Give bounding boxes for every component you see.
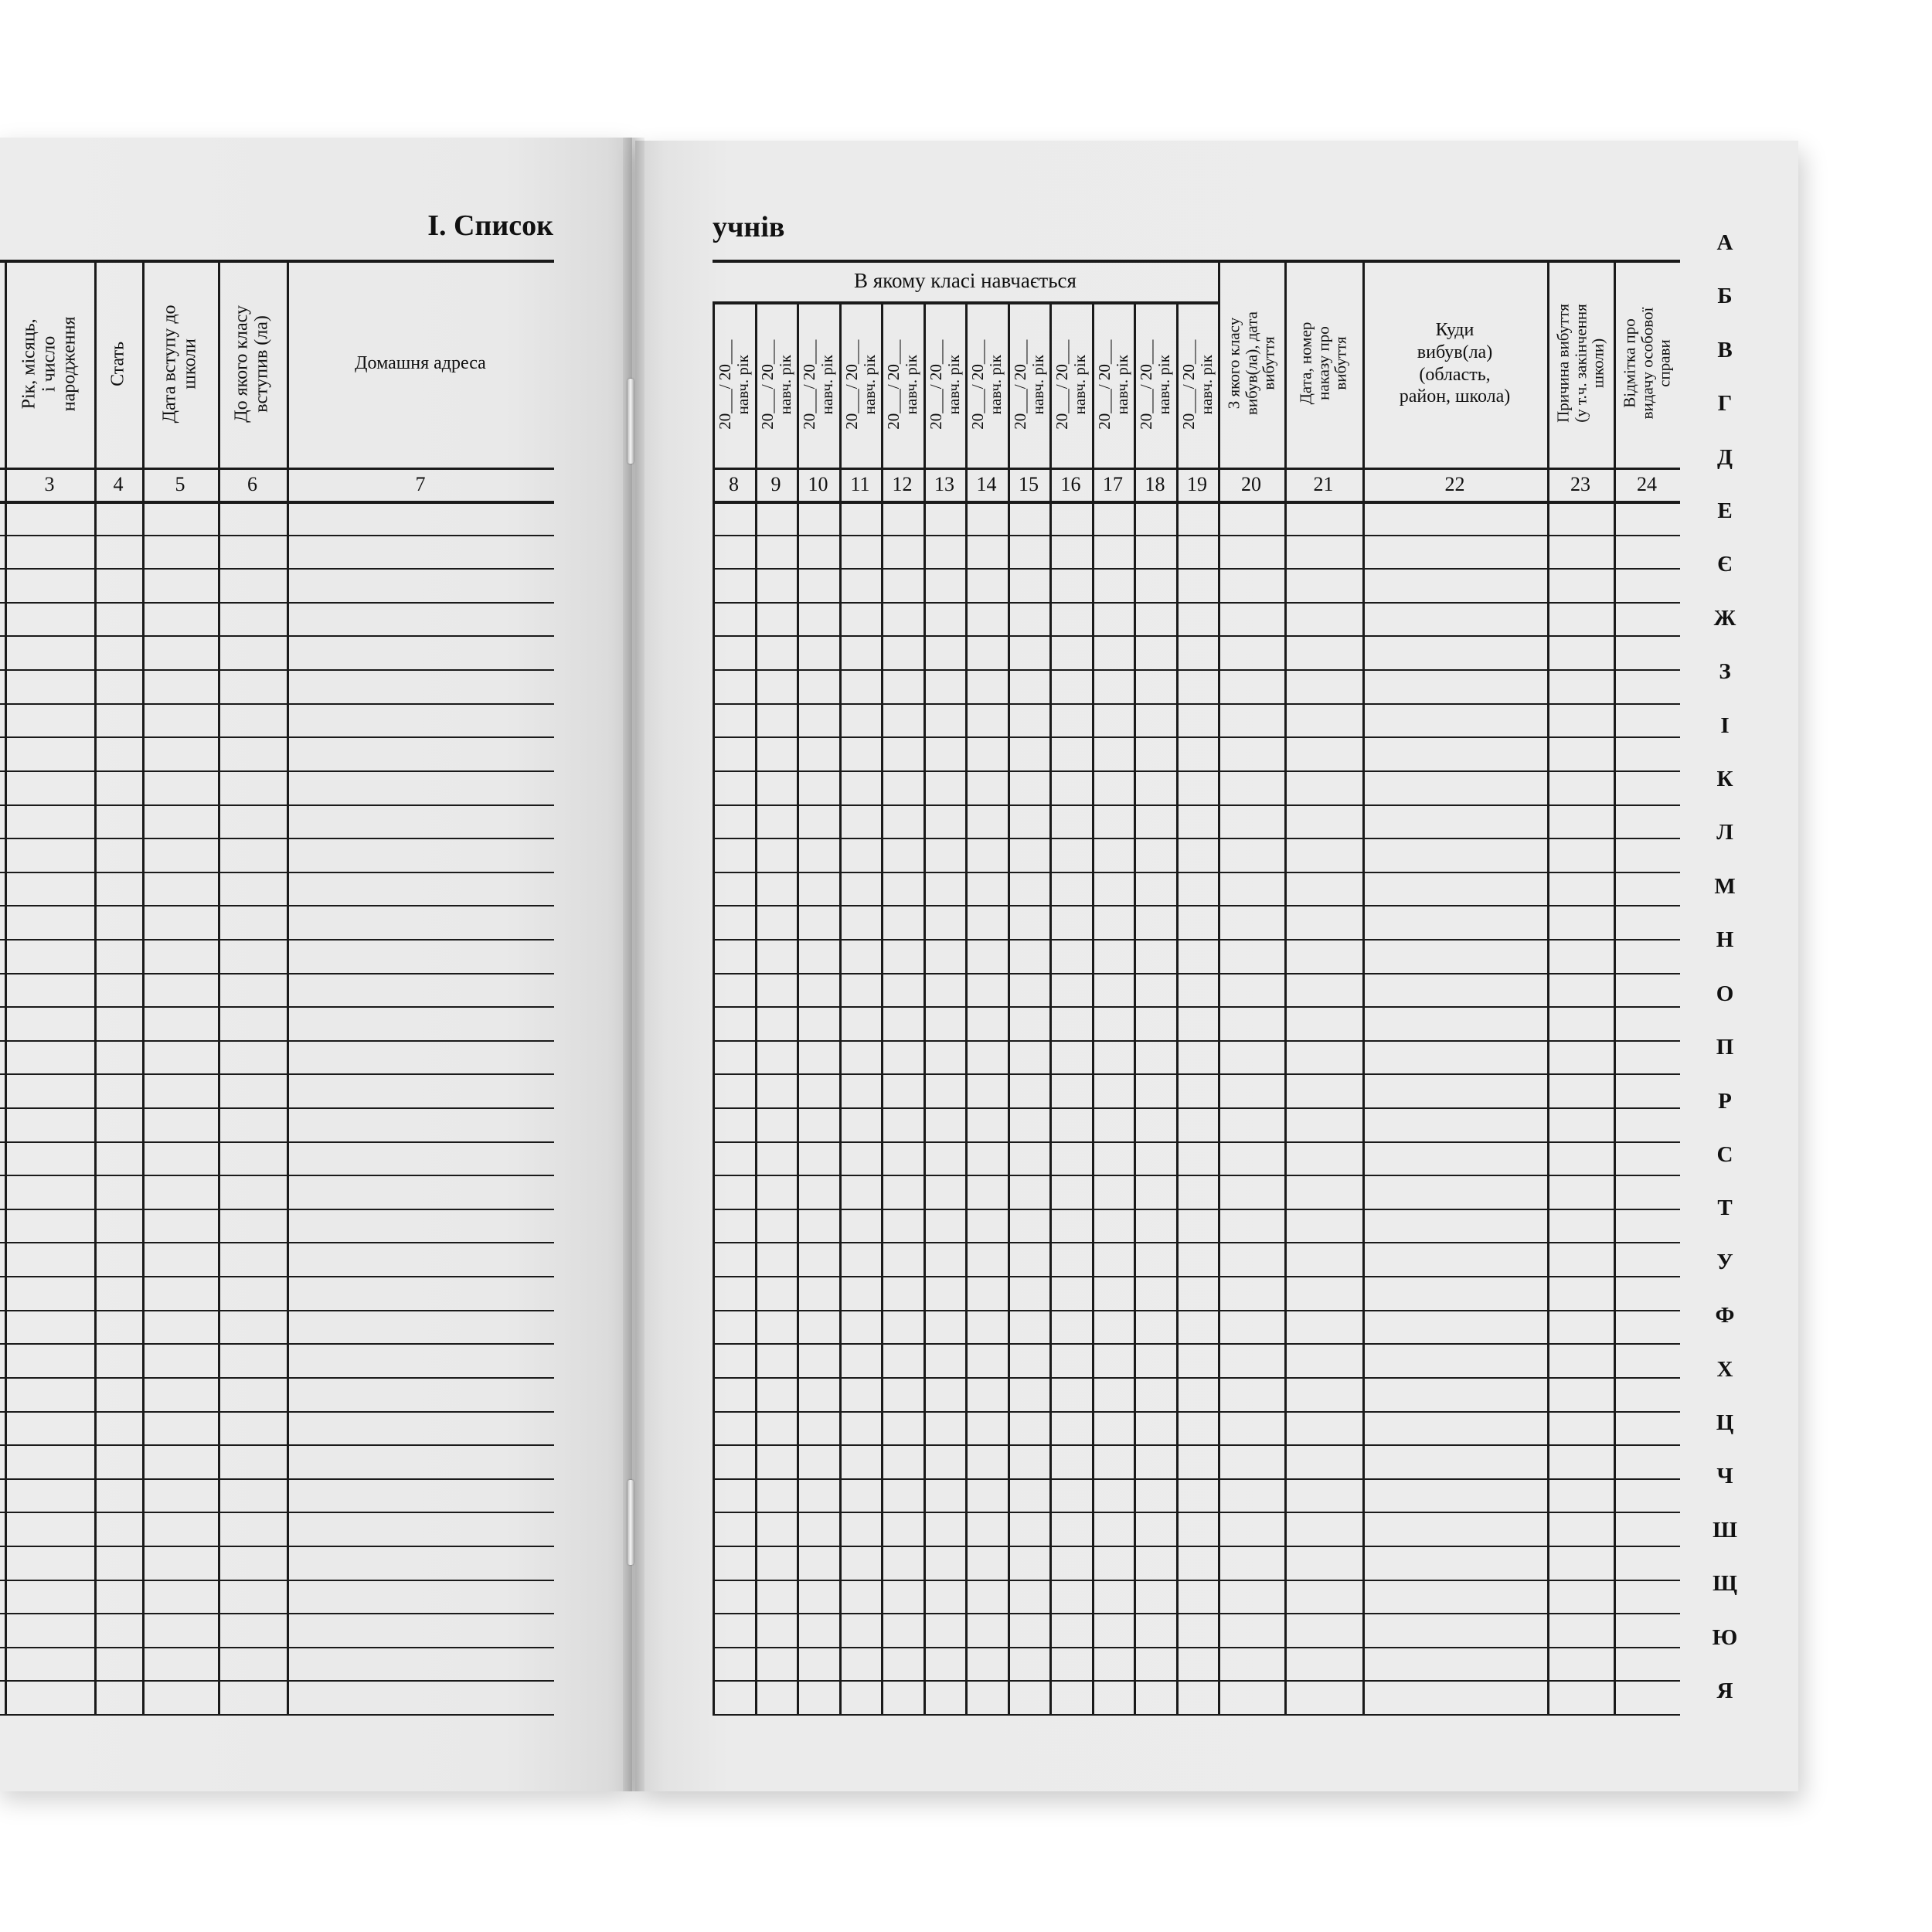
header-school-year-text: 20___/ 20___ навч. рік (968, 339, 1005, 430)
alphabet-letter: Ш (1713, 1518, 1737, 1543)
header-school-year (839, 301, 881, 468)
column-number-16: 16 (1060, 472, 1081, 495)
right-row-line (713, 1107, 1680, 1109)
right-row-line (713, 1444, 1680, 1446)
right-row-line (713, 1209, 1680, 1210)
column-number-23: 23 (1570, 472, 1590, 495)
right-row-line (713, 1647, 1680, 1648)
alphabet-letter: М (1714, 874, 1736, 899)
left-row-line (0, 1613, 554, 1614)
alphabet-letter: Н (1716, 927, 1734, 952)
left-row-line (0, 973, 554, 975)
right-row-line (713, 973, 1680, 975)
right-row-line (713, 1580, 1680, 1581)
header-school-year (881, 301, 923, 468)
left-row-line (0, 736, 554, 738)
alphabet-letter: Х (1716, 1357, 1733, 1382)
alphabet-letter: Г (1717, 391, 1733, 416)
right-column-line (1176, 301, 1179, 1714)
header-sex (94, 260, 142, 468)
right-row-line (713, 602, 1680, 604)
right-row-line (713, 535, 1680, 536)
header-school-year (755, 301, 797, 468)
right-row-line (713, 736, 1680, 738)
right-column-line (1049, 301, 1052, 1714)
right-row-line (713, 804, 1680, 806)
year-group-header: В якому класі навчається (854, 268, 1077, 292)
alphabet-letter: І (1720, 713, 1730, 738)
right-row-line (713, 1040, 1680, 1042)
right-row-line (713, 703, 1680, 705)
alphabet-letter: О (1716, 981, 1734, 1006)
left-row-line (0, 1714, 554, 1716)
alphabet-letter: К (1716, 767, 1733, 791)
column-number-14: 14 (976, 472, 997, 495)
left-row-line (0, 1006, 554, 1008)
left-row-line (0, 1444, 554, 1446)
header-birth-text: Рік, місяць, і число народження (19, 316, 79, 411)
left-row-line (0, 1107, 554, 1109)
right-row-line (713, 939, 1680, 940)
column-number-11: 11 (850, 472, 870, 495)
alphabet-letter: Я (1716, 1679, 1733, 1703)
right-row-line (713, 1512, 1680, 1513)
right-row-line (713, 1141, 1680, 1143)
right-row-line (713, 872, 1680, 873)
right-row-line (713, 1714, 1680, 1716)
left-row-line (0, 1141, 554, 1143)
header-school-year-text: 20___/ 20___ навч. рік (1010, 339, 1046, 430)
header-order (1284, 260, 1362, 468)
header-entry_class (218, 260, 287, 468)
header-school-year-text: 20___/ 20___ навч. рік (883, 339, 920, 430)
header-school-year (965, 301, 1008, 468)
column-number-9: 9 (770, 472, 781, 495)
header-file-text: Відмітка про видачу особової справи (1619, 308, 1674, 420)
left-row-line (0, 804, 554, 806)
left-row-line (0, 1209, 554, 1210)
staple-top (628, 379, 634, 464)
header-school-year-text: 20___/ 20___ навч. рік (1094, 339, 1131, 430)
alphabet-letter: Ч (1716, 1464, 1733, 1488)
header-entry_date (142, 260, 218, 468)
left-title: I. Список (427, 209, 553, 242)
header-school-year (1176, 301, 1218, 468)
header-destination-text: Куди вибув(ла) (область, район, школа) (1399, 319, 1511, 407)
alphabet-letter: С (1716, 1142, 1733, 1167)
alphabet-letter: Е (1717, 498, 1733, 523)
header-reason-text: Причина вибуття (у т.ч. закінчення школи) (1553, 304, 1607, 423)
header-school-year (713, 301, 755, 468)
header-school-year-text: 20___/ 20___ навч. рік (842, 339, 878, 430)
right-row-line (713, 1613, 1680, 1614)
right-row-line (713, 635, 1680, 637)
right-column-line (1092, 301, 1094, 1714)
alphabet-letter: Є (1717, 552, 1733, 577)
alphabet-letter: В (1717, 338, 1733, 362)
header-school-year-text: 20___/ 20___ навч. рік (715, 339, 752, 430)
column-number-13: 13 (934, 472, 954, 495)
left-row-line (0, 770, 554, 772)
header-reason (1547, 260, 1614, 468)
alphabet-letter: Ф (1715, 1303, 1735, 1328)
header-school-year-text: 20___/ 20___ навч. рік (799, 339, 836, 430)
left-row-line (0, 1073, 554, 1075)
alphabet-letter: Т (1717, 1196, 1733, 1220)
left-row-line (0, 568, 554, 570)
alphabet-letter: А (1716, 230, 1733, 255)
left-row-line (0, 703, 554, 705)
header-address (287, 260, 554, 468)
right-row-line (713, 1377, 1680, 1379)
right-column-line (1008, 301, 1010, 1714)
right-row-line (713, 1343, 1680, 1345)
right-row-line (713, 1242, 1680, 1243)
column-number-6: 6 (247, 472, 257, 495)
left-row-line (0, 1546, 554, 1547)
right-title: учнів (713, 211, 785, 243)
column-number-18: 18 (1145, 472, 1165, 495)
alphabet-letter: Р (1718, 1089, 1732, 1114)
right-column-line (755, 301, 757, 1714)
alphabet-letter: Ц (1716, 1410, 1734, 1435)
right-column-line (797, 301, 799, 1714)
right-column-line (713, 301, 715, 1714)
header-entry_class-text: До якого класу вступив (ла) (231, 304, 272, 423)
left-row-line (0, 1647, 554, 1648)
header-left_class-text: З якого класу вибув(ла), дата вибуття (1223, 311, 1278, 416)
column-number-22: 22 (1444, 472, 1465, 495)
right-row-line (713, 838, 1680, 839)
right-row-line (713, 1276, 1680, 1277)
left-row-line (0, 1377, 554, 1379)
alphabet-letter: Ж (1713, 606, 1736, 631)
right-row-line (713, 1175, 1680, 1176)
left-row-line (0, 872, 554, 873)
left-row-line (0, 905, 554, 906)
column-number-12: 12 (892, 472, 913, 495)
right-row-line (713, 669, 1680, 671)
header-school-year (1008, 301, 1049, 468)
alphabet-letter: Б (1717, 284, 1733, 308)
header-file (1614, 260, 1680, 468)
header-school-year-text: 20___/ 20___ навч. рік (757, 339, 794, 430)
left-row-line (0, 1276, 554, 1277)
alphabet-letter: З (1719, 659, 1731, 684)
header-school-year-text: 20___/ 20___ навч. рік (1052, 339, 1089, 430)
header-school-year (1049, 301, 1092, 468)
right-column-line (839, 301, 842, 1714)
header-school-year (1092, 301, 1134, 468)
left-row-line (0, 602, 554, 604)
right-row-line (713, 770, 1680, 772)
spine-shadow (623, 138, 645, 1791)
column-number-8: 8 (729, 472, 739, 495)
left-row-line (0, 669, 554, 671)
alphabet-letter: Ю (1712, 1625, 1738, 1650)
right-row-line (713, 905, 1680, 906)
alphabet-letter: У (1716, 1250, 1733, 1274)
header-school-year (923, 301, 965, 468)
right-row-line (713, 1073, 1680, 1075)
left-row-line (0, 1411, 554, 1413)
header-left_class (1218, 260, 1284, 468)
right-column-line (1134, 301, 1136, 1714)
left-row-line (0, 1175, 554, 1176)
header-birth (5, 260, 94, 468)
left-row-line (0, 1478, 554, 1480)
header-address-text: Домашня адреса (355, 353, 486, 374)
left-row-line (0, 1680, 554, 1682)
staple-bottom (628, 1480, 634, 1565)
column-number-20: 20 (1241, 472, 1261, 495)
header-sex-text: Стать (107, 341, 128, 386)
right-row-line (713, 568, 1680, 570)
column-number-24: 24 (1637, 472, 1657, 495)
header-school-year-text: 20___/ 20___ навч. рік (926, 339, 962, 430)
alphabet-letter: П (1716, 1035, 1734, 1060)
right-number-rule (713, 501, 1680, 504)
header-destination (1362, 260, 1547, 468)
left-row-line (0, 1512, 554, 1513)
column-number-21: 21 (1313, 472, 1334, 495)
alphabet-letter: Д (1717, 445, 1733, 470)
right-row-line (713, 1680, 1680, 1682)
right-row-line (713, 1411, 1680, 1413)
header-school-year (1134, 301, 1176, 468)
right-row-line (713, 1006, 1680, 1008)
right-row-line (713, 1310, 1680, 1311)
header-school-year-text: 20___/ 20___ навч. рік (1179, 339, 1215, 430)
column-number-10: 10 (808, 472, 828, 495)
left-row-line (0, 1040, 554, 1042)
left-row-line (0, 1580, 554, 1581)
right-row-line (713, 1478, 1680, 1480)
left-number-rule (0, 501, 554, 504)
header-entry_date-text: Дата вступу до школи (159, 304, 199, 423)
left-row-line (0, 535, 554, 536)
left-row-line (0, 939, 554, 940)
left-row-line (0, 1310, 554, 1311)
column-number-3: 3 (44, 472, 55, 495)
alphabet-letter: Л (1716, 820, 1733, 845)
left-row-line (0, 1343, 554, 1345)
right-column-line (923, 301, 926, 1714)
left-row-line (0, 1242, 554, 1243)
column-number-7: 7 (415, 472, 426, 495)
column-number-19: 19 (1187, 472, 1207, 495)
right-row-line (713, 1546, 1680, 1547)
header-school-year-text: 20___/ 20___ навч. рік (1136, 339, 1173, 430)
right-column-line (965, 301, 968, 1714)
header-order-text: Дата, номер наказу про вибуття (1296, 322, 1350, 405)
left-row-line (0, 838, 554, 839)
column-number-15: 15 (1019, 472, 1039, 495)
alphabet-letter: Щ (1713, 1571, 1737, 1596)
column-number-4: 4 (113, 472, 124, 495)
left-row-line (0, 635, 554, 637)
column-number-17: 17 (1103, 472, 1123, 495)
column-number-5: 5 (175, 472, 185, 495)
header-school-year (797, 301, 839, 468)
right-column-line (881, 301, 883, 1714)
